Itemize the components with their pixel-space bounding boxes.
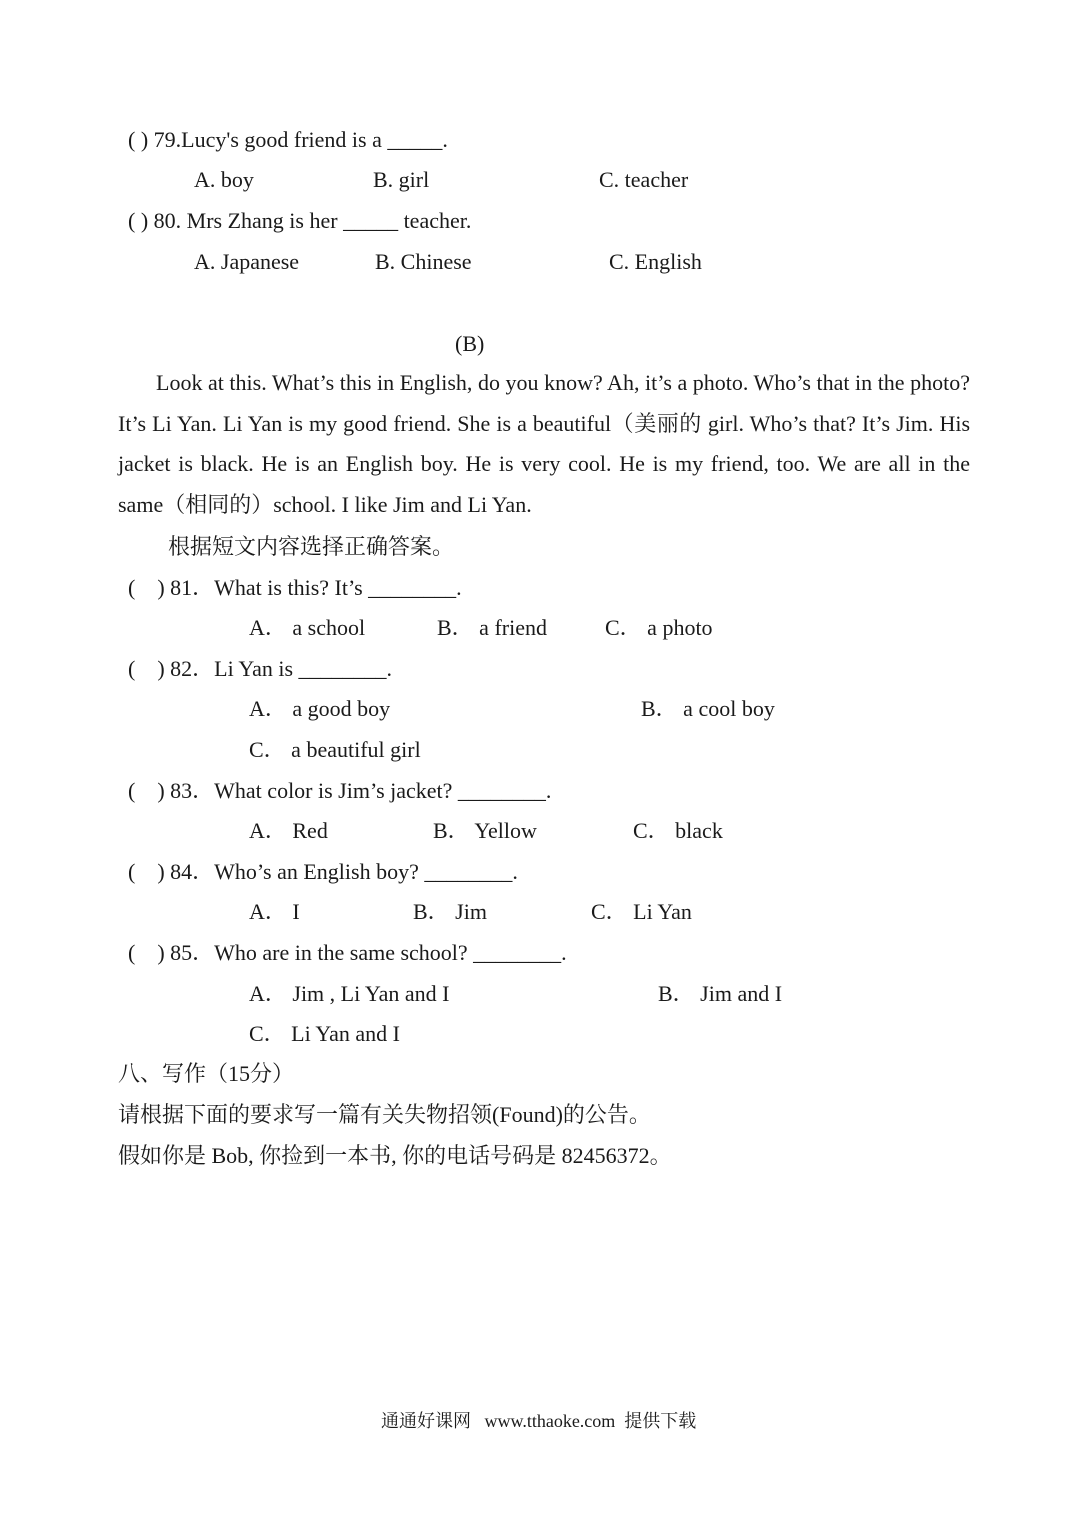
writing-instruction-2: 假如你是 Bob, 你捡到一本书, 你的电话号码是 82456372。 <box>118 1143 672 1168</box>
q85-option-b: B． Jim and I <box>658 981 783 1006</box>
question-text: 80. Mrs Zhang is her _____ teacher. <box>153 208 472 233</box>
answer-blank-paren: ( ) <box>128 940 165 965</box>
q80-option-a: A. Japanese <box>194 249 300 274</box>
q84-option-a: A． I <box>249 899 300 924</box>
q81-option-b: B． a friend <box>437 615 547 640</box>
question-text: 82．Li Yan is ________. <box>170 656 393 681</box>
q83-option-c: C． black <box>633 818 723 843</box>
q85-option-a: A． Jim , Li Yan and I <box>249 981 450 1006</box>
writing-heading: 八、写作（15分） <box>118 1061 295 1086</box>
question-text: 85．Who are in the same school? ________. <box>170 940 567 965</box>
q83-option-b: B． Yellow <box>433 818 537 843</box>
q83-option-a: A． Red <box>249 818 328 843</box>
q82-option-a: A． a good boy <box>249 696 391 721</box>
q80-option-c: C. English <box>609 249 702 274</box>
answer-blank-paren: ( ) <box>128 208 149 233</box>
question-text: 84．Who’s an English boy? ________. <box>170 859 518 884</box>
question-80 <box>128 210 471 232</box>
question-81 <box>128 577 462 599</box>
question-text: 79.Lucy's good friend is a _____. <box>153 127 448 152</box>
question-79 <box>128 129 448 151</box>
question-text: 81．What is this? It’s ________. <box>170 575 462 600</box>
q79-option-c: C. teacher <box>599 167 689 192</box>
reading-instruction: 根据短文内容选择正确答案。 <box>168 534 455 559</box>
q82-option-c: C． a beautiful girl <box>249 737 421 762</box>
answer-blank-paren: ( ) <box>128 127 149 152</box>
question-84 <box>128 861 518 883</box>
writing-instruction-1: 请根据下面的要求写一篇有关失物招领(Found)的公告。 <box>118 1102 651 1127</box>
answer-blank-paren: ( ) <box>128 859 165 884</box>
q84-option-b: B． Jim <box>413 899 487 924</box>
page-footer: 通通好课网 www.tthaoke.com 提供下载 <box>381 1411 697 1431</box>
q81-option-c: C． a photo <box>605 615 713 640</box>
answer-blank-paren: ( ) <box>128 575 165 600</box>
q82-option-b: B． a cool boy <box>641 696 775 721</box>
q79-option-b: B. girl <box>373 167 430 192</box>
section-b-heading: (B) <box>455 331 485 356</box>
q79-option-a: A. boy <box>194 167 254 192</box>
question-82 <box>128 658 392 680</box>
question-85 <box>128 942 567 964</box>
q81-option-a: A． a school <box>249 615 366 640</box>
answer-blank-paren: ( ) <box>128 656 165 681</box>
answer-blank-paren: ( ) <box>128 778 165 803</box>
q84-option-c: C． Li Yan <box>591 899 692 924</box>
question-83 <box>128 780 551 802</box>
reading-passage: Look at this. What’s this in English, do you know? Ah, it’s a photo. Who’s that in the photo? It’s Li Yan. Li Yan is my good friend. She is a beautiful（美丽的 girl. Who’s that? It’s Jim. His jacket is black. He is an English boy. He is very cool. He is my friend, too. We are all in the same（相同的）school. I like Jim and Li Yan. <box>118 370 970 517</box>
q80-option-b: B. Chinese <box>375 249 472 274</box>
q85-option-c: C． Li Yan and I <box>249 1021 400 1046</box>
question-text: 83．What color is Jim’s jacket? ________. <box>170 778 552 803</box>
